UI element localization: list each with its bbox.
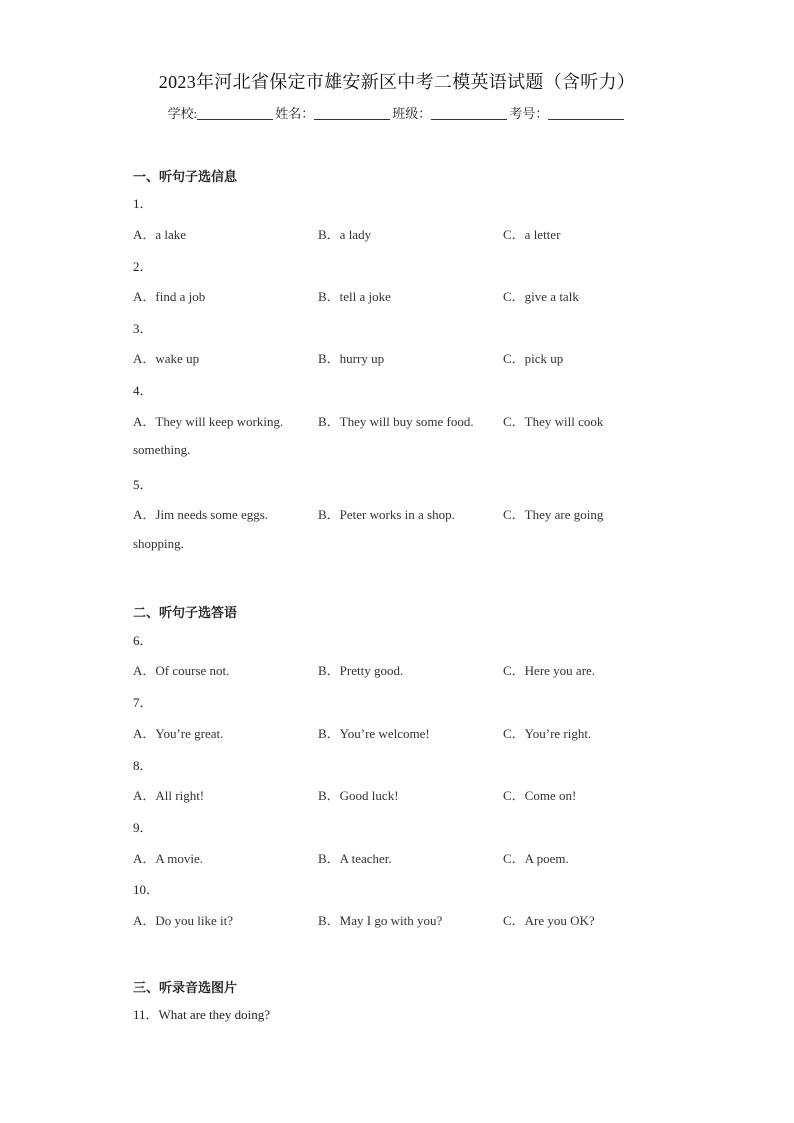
option-b: B．Good luck!: [318, 788, 399, 803]
option-b: B．They will buy some food.: [318, 414, 474, 429]
option-b: B．A teacher.: [318, 851, 392, 866]
option-c: C．They are going: [503, 507, 604, 522]
exam-no-label: 考号：: [509, 106, 549, 121]
option-a: A．a lake: [133, 227, 187, 242]
option-a: A．Do you like it?: [133, 913, 234, 928]
option-c: C．a letter: [503, 227, 561, 242]
question-number: 6．: [133, 633, 153, 648]
name-blank[interactable]: [314, 107, 390, 120]
option-c: C．Here you are.: [503, 663, 596, 678]
question-number: 7．: [133, 695, 153, 710]
school-blank[interactable]: [197, 107, 273, 120]
exam-no-blank[interactable]: [548, 107, 624, 120]
option-a: A．A movie.: [133, 851, 204, 866]
question-number: 2．: [133, 259, 153, 274]
option-b: B．a lady: [318, 227, 372, 242]
option-b: B．May I go with you?: [318, 913, 443, 928]
section-heading: 一、听句子选信息: [133, 170, 238, 185]
option-a: A．All right!: [133, 788, 205, 803]
question-number: 4．: [133, 383, 153, 398]
option-a: A．They will keep working.: [133, 414, 284, 429]
option-c: C．Come on!: [503, 788, 577, 803]
option-b: B．hurry up: [318, 351, 385, 366]
option-c: C．give a talk: [503, 289, 579, 304]
option-a: A．Of course not.: [133, 663, 230, 678]
option-c: C．You’re right.: [503, 726, 592, 741]
question-number: 10．: [133, 882, 160, 897]
option-a: A．Jim needs some eggs.: [133, 507, 269, 522]
page-title: 2023年河北省保定市雄安新区中考二模英语试题（含听力）: [158, 72, 636, 92]
option-a: A．You’re great.: [133, 726, 224, 741]
question-number: 3．: [133, 321, 153, 336]
question-number: 5．: [133, 477, 153, 492]
option-c: C．Are you OK?: [503, 913, 595, 928]
option-c-continued: something.: [133, 442, 191, 457]
school-label: 学校:: [167, 106, 198, 121]
option-c-continued: shopping.: [133, 536, 184, 551]
section-heading: 三、听录音选图片: [133, 981, 238, 996]
option-b: B．You’re welcome!: [318, 726, 430, 741]
section-heading: 二、听句子选答语: [133, 606, 238, 621]
class-blank[interactable]: [431, 107, 507, 120]
option-c: C．They will cook: [503, 414, 604, 429]
option-c: C．A poem.: [503, 851, 569, 866]
class-label: 班级：: [392, 106, 432, 121]
question-number: 8．: [133, 758, 153, 773]
question-number: 9．: [133, 820, 153, 835]
option-a: A．wake up: [133, 351, 200, 366]
option-b: B．Peter works in a shop.: [318, 507, 455, 522]
question-number: 1．: [133, 196, 153, 211]
question-text: 11．What are they doing?: [133, 1007, 271, 1022]
option-b: B．Pretty good.: [318, 663, 404, 678]
name-label: 姓名：: [275, 106, 315, 121]
student-info-line: [0, 103, 794, 122]
option-b: B．tell a joke: [318, 289, 391, 304]
option-c: C．pick up: [503, 351, 564, 366]
option-a: A．find a job: [133, 289, 206, 304]
